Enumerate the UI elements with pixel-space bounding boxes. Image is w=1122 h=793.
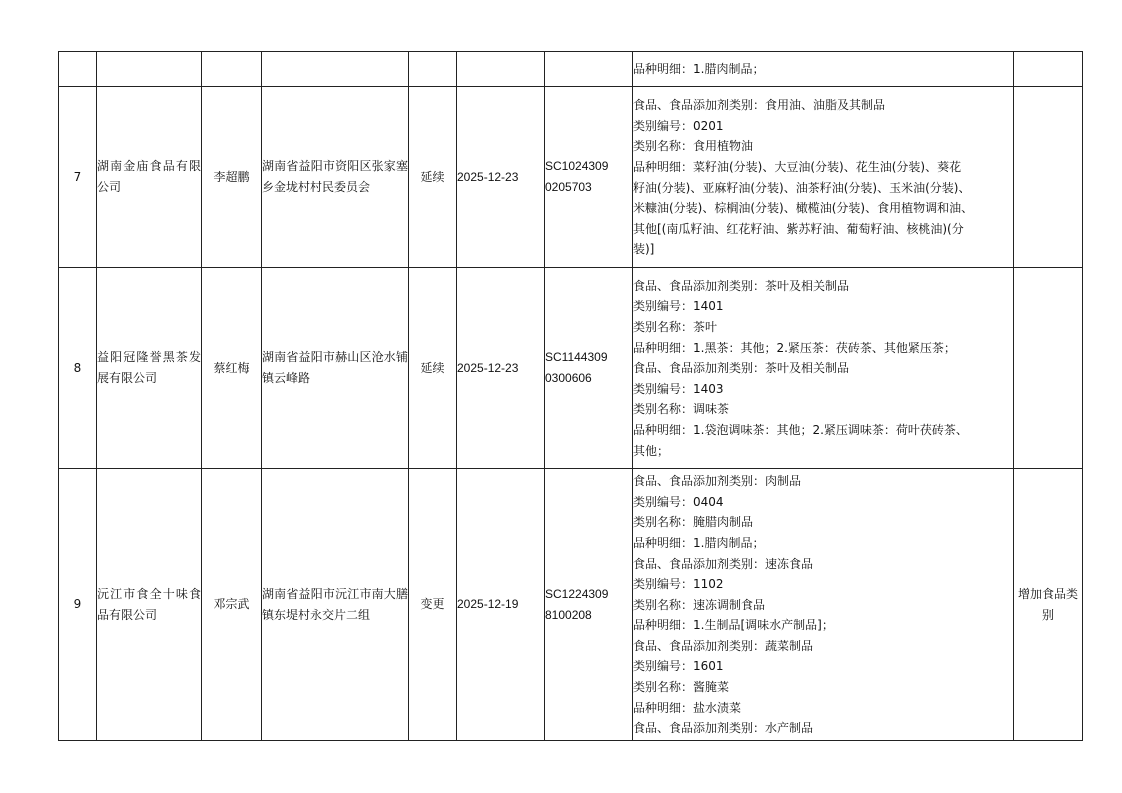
detail-line: 品种明细：1.腊肉制品； (633, 535, 765, 550)
detail-line: 品种明细：菜籽油(分装)、大豆油(分装)、花生油(分装)、葵花 (633, 159, 962, 174)
detail-line: 品种明细：1.生制品[调味水产制品]； (633, 618, 834, 633)
detail-line: 其他[(南瓜籽油、红花籽油、紫苏籽油、葡萄籽油、核桃油)(分 (633, 221, 964, 236)
detail-line: 类别编号：1601 (633, 659, 724, 674)
change-type: 延续 (409, 87, 457, 268)
address (262, 52, 409, 87)
license-code-part: SC1224309 (545, 586, 609, 601)
license-code (545, 469, 633, 741)
detail-line: 类别编号：1403 (633, 381, 724, 396)
table-row (59, 469, 1083, 741)
license-code-part: 0205703 (545, 180, 592, 194)
detail-line: 品种明细：1.袋泡调味茶：其他；2.紧压调味茶：荷叶茯砖茶、 (633, 422, 968, 437)
change-type (409, 52, 457, 87)
detail-line: 食品、食品添加剂类别：茶叶及相关制品 (633, 361, 850, 376)
row-number (59, 52, 97, 87)
detail-line: 类别编号：1401 (633, 299, 724, 314)
legal-person: 邓宗武 (202, 469, 262, 741)
detail-line: 品种明细：1.黑茶：其他；2.紧压茶：茯砖茶、其他紧压茶； (633, 340, 956, 355)
license-code (545, 87, 633, 268)
row-number: 9 (59, 469, 97, 741)
table-row (59, 268, 1083, 469)
detail-line: 类别名称：茶叶 (633, 320, 718, 335)
license-code (545, 52, 633, 87)
license-code-part: 0300606 (545, 371, 592, 385)
category-detail (633, 52, 1014, 87)
detail-line: 类别名称：腌腊肉制品 (633, 515, 754, 530)
license-table (58, 51, 1083, 741)
detail-line: 籽油(分装)、亚麻籽油(分装)、油茶籽油(分装)、玉米油(分装)、 (633, 180, 971, 195)
company-name: 湖南金庙食品有限公司 (97, 87, 202, 268)
change-type: 变更 (409, 469, 457, 741)
issue-date: 2025-12-23 (457, 268, 545, 469)
address: 湖南省益阳市资阳区张家塞乡金垅村村民委员会 (262, 87, 409, 268)
legal-person: 蔡红梅 (202, 268, 262, 469)
detail-line: 类别名称：酱腌菜 (633, 680, 730, 695)
company-name (97, 52, 202, 87)
remark (1014, 87, 1083, 268)
issue-date (457, 52, 545, 87)
detail-line: 食品、食品添加剂类别：茶叶及相关制品 (633, 278, 850, 293)
detail-line: 类别编号：0201 (633, 118, 724, 133)
change-type: 延续 (409, 268, 457, 469)
remark: 增加食品类别 (1014, 469, 1083, 741)
remark (1014, 268, 1083, 469)
issue-date: 2025-12-23 (457, 87, 545, 268)
detail-line: 装)] (633, 242, 655, 257)
license-code (545, 268, 633, 469)
detail-line: 类别编号：1102 (633, 577, 724, 592)
category-detail (633, 87, 1014, 268)
company-name: 沅江市食全十味食品有限公司 (97, 469, 202, 741)
row-number: 8 (59, 268, 97, 469)
detail-line: 食品、食品添加剂类别：速冻食品 (633, 556, 814, 571)
address: 湖南省益阳市赫山区沧水铺镇云峰路 (262, 268, 409, 469)
detail-line: 食品、食品添加剂类别：肉制品 (633, 474, 802, 489)
detail-line: 类别名称：速冻调制食品 (633, 597, 766, 612)
issue-date: 2025-12-19 (457, 469, 545, 741)
license-code-part: SC1144309 (545, 350, 608, 365)
detail-line: 食品、食品添加剂类别：食用油、油脂及其制品 (633, 98, 886, 113)
legal-person: 李超鹏 (202, 87, 262, 268)
remark (1014, 52, 1083, 87)
detail-line: 品种明细：盐水渍菜 (633, 700, 742, 715)
detail-line: 类别名称：调味茶 (633, 402, 730, 417)
category-detail (633, 469, 1014, 741)
license-code-part: 8100208 (545, 607, 592, 622)
legal-person (202, 52, 262, 87)
detail-line: 食品、食品添加剂类别：水产制品 (633, 721, 814, 736)
detail-line: 类别编号：0404 (633, 494, 724, 509)
detail-line: 类别名称：食用植物油 (633, 139, 754, 154)
detail-line: 其他； (633, 443, 670, 458)
detail-line: 米糠油(分装)、棕榈油(分装)、橄榄油(分装)、食用植物调和油、 (633, 201, 974, 216)
table-row (59, 52, 1083, 87)
detail-line: 品种明细：1.腊肉制品； (633, 61, 765, 76)
category-detail (633, 268, 1014, 469)
company-name: 益阳冠隆誉黑茶发展有限公司 (97, 268, 202, 469)
license-code-part: SC1024309 (545, 159, 609, 174)
detail-line: 食品、食品添加剂类别：蔬菜制品 (633, 638, 814, 653)
row-number: 7 (59, 87, 97, 268)
address: 湖南省益阳市沅江市南大膳镇东堤村永交片二组 (262, 469, 409, 741)
table-row (59, 87, 1083, 268)
